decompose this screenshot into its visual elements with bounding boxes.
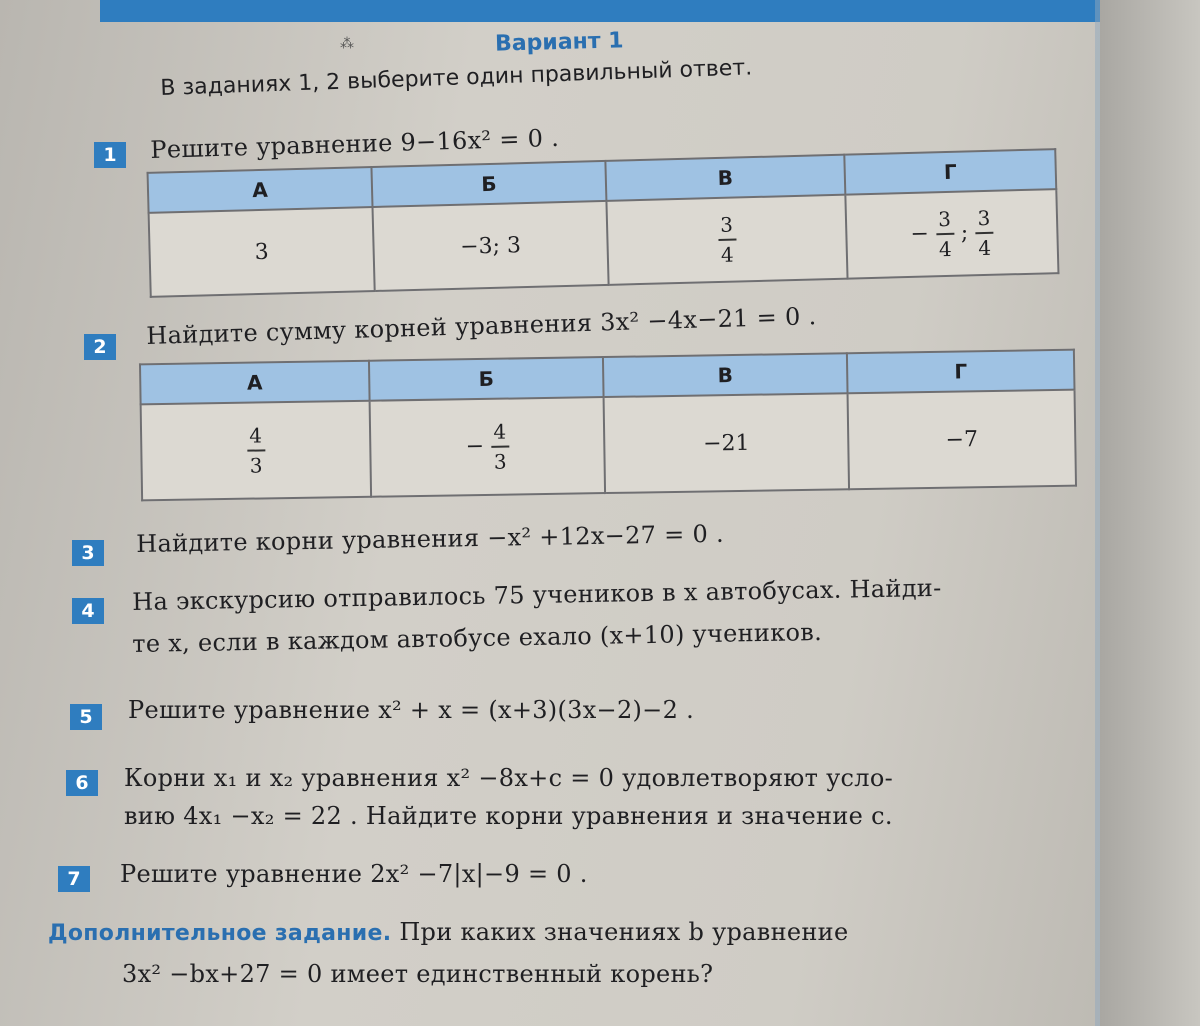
fraction <box>717 214 736 266</box>
minus-sign: − <box>465 433 485 460</box>
fraction-bar <box>975 232 993 234</box>
numerator: 4 <box>493 419 507 444</box>
option-header-b: Б <box>369 357 604 401</box>
task-6-line-2: вию 4x₁ −x₂ = 22 . Найдите корни уравнения и значение c. <box>124 802 893 830</box>
denominator: 4 <box>720 242 735 267</box>
option-b-value <box>370 397 605 497</box>
page-top-bar <box>100 0 1100 22</box>
numerator: 4 <box>249 423 263 448</box>
task-3-text: Найдите корни уравнения −x² +12x−27 = 0 . <box>136 519 725 558</box>
extra-task-label: Дополнительное задание. <box>48 921 392 946</box>
variant-title: Вариант 1 <box>494 28 624 57</box>
task-6-line-1: Корни x₁ и x₂ уравнения x² −8x+c = 0 удовлетворяют усло- <box>124 764 894 792</box>
task-4-line-2: те x, если в каждом автобусе ехало (x+10) учеников. <box>132 617 823 658</box>
minus-sign: − <box>910 221 930 247</box>
extra-task-line-2: 3x² −bx+27 = 0 имеет единственный корень? <box>122 960 714 988</box>
fraction-bar <box>718 239 736 241</box>
task-7-text: Решите уравнение 2x² −7|x|−9 = 0 . <box>120 860 588 888</box>
fraction <box>975 207 994 259</box>
fraction <box>491 421 510 473</box>
option-header-c: В <box>603 353 848 397</box>
separator: ; <box>960 220 969 246</box>
extra-task-line-1: При каких значениях b уравнение <box>399 918 849 946</box>
denominator: 4 <box>978 235 992 261</box>
fraction-bar <box>491 446 509 448</box>
pencil-mark: ⁂ <box>340 36 354 52</box>
option-header-b: Б <box>371 161 606 207</box>
option-b-value: −3; 3 <box>373 201 609 291</box>
option-c-value <box>606 195 847 285</box>
numerator: 3 <box>977 205 991 231</box>
task-number-3: 3 <box>72 540 104 566</box>
denominator: 3 <box>493 449 507 474</box>
numerator: 3 <box>937 206 952 232</box>
option-header-c: В <box>605 155 845 201</box>
fraction <box>935 208 954 260</box>
task-5-text: Решите уравнение x² + x = (x+3)(3x−2)−2 . <box>128 696 695 724</box>
extra-task <box>48 918 848 946</box>
page-edge-line <box>1095 0 1100 1026</box>
task-number-4: 4 <box>72 598 104 624</box>
option-d-value <box>845 189 1058 278</box>
option-header-a: А <box>148 167 373 213</box>
option-header-a: А <box>140 361 370 405</box>
option-c-value: −21 <box>604 393 849 493</box>
task-number-5: 5 <box>70 704 102 730</box>
task-number-2: 2 <box>84 334 116 360</box>
denominator: 3 <box>249 453 263 478</box>
option-a-value: 3 <box>149 207 375 297</box>
task-number-1: 1 <box>94 142 126 168</box>
page-edge <box>1100 0 1200 1026</box>
instruction-text: В заданиях 1, 2 выберите один правильный ответ. <box>160 55 753 101</box>
fraction-bar <box>936 233 954 235</box>
task-1-text: Решите уравнение 9−16x² = 0 . <box>150 123 560 164</box>
numerator: 3 <box>719 212 734 237</box>
answer-table-2 <box>139 349 1077 502</box>
fraction-bar <box>247 449 265 451</box>
fraction <box>246 424 265 476</box>
option-header-d: Г <box>844 149 1056 195</box>
option-header-d: Г <box>847 350 1075 394</box>
task-2-text: Найдите сумму корней уравнения 3x² −4x−21 = 0 . <box>146 302 817 350</box>
task-number-6: 6 <box>66 770 98 796</box>
option-a-value <box>141 401 371 501</box>
denominator: 4 <box>938 236 952 262</box>
task-number-7: 7 <box>58 866 90 892</box>
task-4-line-1: На экскурсию отправилось 75 учеников в x автобусах. Найди- <box>132 573 942 616</box>
option-d-value: −7 <box>848 390 1076 490</box>
answer-table-1 <box>147 148 1060 298</box>
